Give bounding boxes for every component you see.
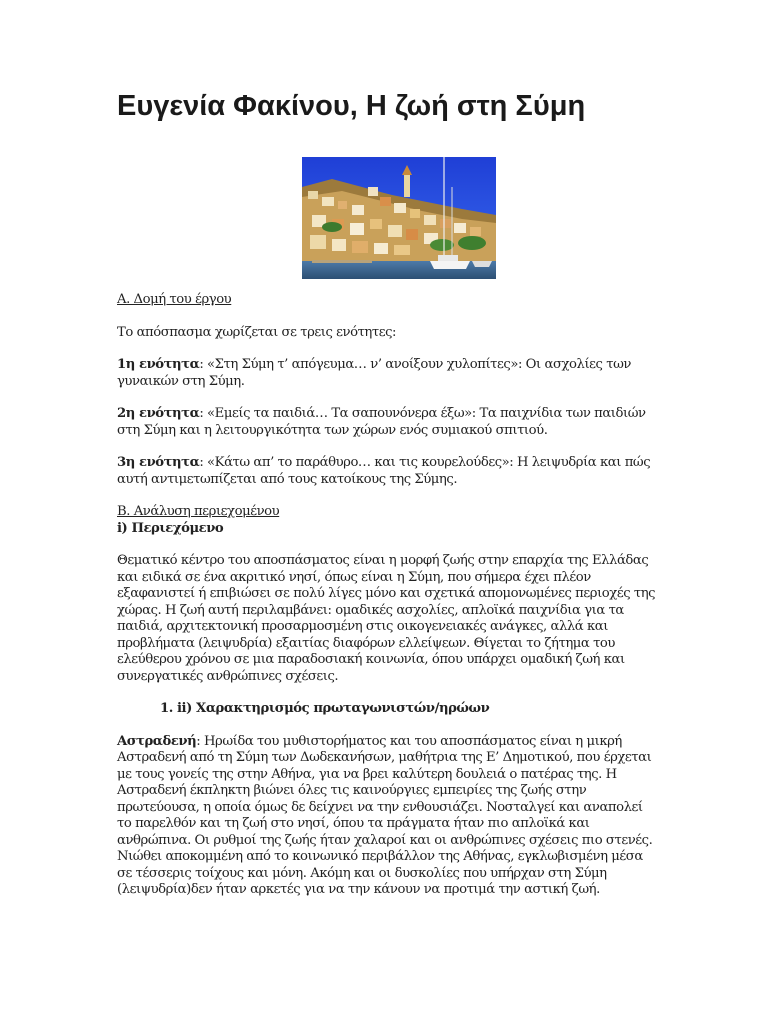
symi-harbor-photo bbox=[302, 157, 496, 279]
unit-1-text: : «Στη Σύμη τ’ απόγευμα… ν’ ανοίξουν χυλοπίτες»: Οι ασχολίες των γυναικών στη Σύμη. bbox=[117, 357, 631, 389]
unit-1-label: 1η ενότητα bbox=[117, 357, 200, 372]
subsection-characters-heading: 1. ii) Χαρακτηρισμός πρωταγωνιστών/ηρώων bbox=[177, 701, 657, 718]
unit-3-label: 3η ενότητα bbox=[117, 455, 200, 470]
characters-list bbox=[117, 701, 657, 718]
subsection-content-heading: i) Περιεχόμενο bbox=[117, 520, 224, 536]
page-title: Ευγενία Φακίνου, Η ζωή στη Σύμη bbox=[117, 90, 586, 122]
section-a-heading: Α. Δομή του έργου bbox=[117, 292, 232, 307]
section-b-heading: Β. Ανάλυση περιεχομένου bbox=[117, 504, 280, 519]
unit-2-label: 2η ενότητα bbox=[117, 406, 200, 421]
harbor-illustration bbox=[302, 157, 496, 279]
document-body bbox=[117, 292, 657, 899]
unit-3-text: : «Κάτω απ’ το παράθυρο… και τις κουρελούδες»: Η λειψυδρία και πώς αυτή αντιμετωπίζεται από τους κατοίκους της Σύμης. bbox=[117, 455, 651, 487]
astradeni-paragraph bbox=[117, 734, 657, 899]
unit-1-paragraph bbox=[117, 357, 657, 390]
unit-2-paragraph bbox=[117, 406, 657, 439]
unit-2-text: : «Εμείς τα παιδιά… Τα σαπουνόνερα έξω»: Τα παιχνίδια των παιδιών στη Σύμη και η λειτουργικότητα των χώρων ενός συμιακού σπιτιού. bbox=[117, 406, 646, 438]
astradeni-text: : Ηρωίδα του μυθιστορήματος και του αποσπάσματος είναι η μικρή Αστραδενή από τη Σύμη των Δωδεκανήσων, μαθήτρια της Ε’ Δημοτικού, που έρχεται με τους γονείς της στην Αθήνα, για να βρει καλύτερη δουλειά ο πατέρας της. Η Αστραδενή έκπληκτη βιώνει όλες τις καινούργιες εμπειρίες της ζωής στην πρωτεύουσα, η οποία όμως δε δείχνει να την ενθουσιάζει. Νοσταλγεί και αναπολεί το παρελθόν και τη ζωή στο νησί, όπου τα πράγματα ήταν πιο απλοϊκά και ανθρώπινα. Οι ρυθμοί της ζωής ήταν χαλαροί και οι ανθρώπινες σχέσεις πιο στενές. Νιώθει αποκομμένη από το κοινωνικό περιβάλλον της Αθήνας, εγκλωβισμένη μέσα σε τέσσερις τοίχους και μόνη. Ακόμη και οι δυσκολίες που υπήρχαν στη Σύμη (λειψυδρία)δεν ήταν αρκετές για να την κάνουν να προτιμά την αστική ζωή. bbox=[117, 733, 653, 897]
astradeni-label: Αστραδενή bbox=[117, 733, 197, 749]
content-paragraph: Θεματικό κέντρο του αποσπάσματος είναι η μορφή ζωής στην επαρχία της Ελλάδας και ειδικά σε ένα ακριτικό νησί, όπως είναι η Σύμη, που σήμερα έχει πλέον εξαφανιστεί ή επιβιώσει σε πολύ λίγες μόνο και σχετικά απομονωμένες περιοχές της χώρας. Η ζωή αυτή περιλαμβάνει: ομαδικές ασχολίες, απλοϊκά παιχνίδια για τα παιδιά, αρχιτεκτονική προσαρμοσμένη στις οικογενειακές ανάγκες, αλλά και προβλήματα (λειψυδρία) εξαιτίας διαφόρων ελλείψεων. Θίγεται το ζήτημα του ελεύθερου χρόνου σε μια παραδοσιακή κοινωνία, όπου υπάρχει ομαδική ζωή και συνεργατικές ανθρώπινες σχέσεις. bbox=[117, 553, 656, 684]
section-a-intro: Το απόσπασμα χωρίζεται σε τρεις ενότητες: bbox=[117, 324, 397, 340]
unit-3-paragraph bbox=[117, 455, 657, 488]
